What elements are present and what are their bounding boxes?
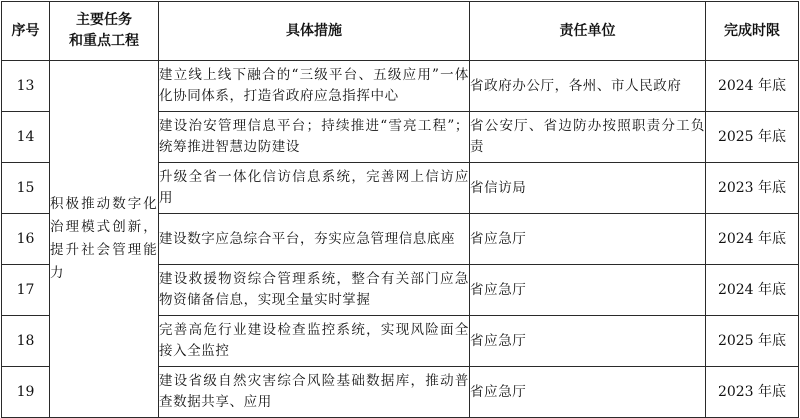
task-table [1,1,799,418]
row-deadline: 2024 年底 [706,265,799,316]
row-measure: 升级全省一体化信访信息系统，完善网上信访应用 [159,163,470,214]
row-measure: 完善高危行业建设检查监控系统，实现风险面全接入全监控 [159,316,470,367]
row-unit: 省应急厅 [470,316,706,367]
table-header [2,2,799,61]
row-measure: 建设省级自然灾害综合风险基础数据库，推动普查数据共享、应用 [159,367,470,418]
row-deadline: 2025 年底 [706,112,799,163]
row-deadline: 2023 年底 [706,367,799,418]
row-measure: 建设数字应急综合平台，夯实应急管理信息底座 [159,214,470,265]
header-seq: 序号 [2,2,50,61]
header-measures: 具体措施 [159,2,470,61]
row-seq: 19 [2,367,50,418]
row-unit: 省信访局 [470,163,706,214]
row-unit: 省政府办公厅，各州、市人民政府 [470,61,706,112]
row-seq: 17 [2,265,50,316]
row-deadline: 2024 年底 [706,214,799,265]
row-seq: 15 [2,163,50,214]
table-row [2,61,799,112]
row-unit: 省应急厅 [470,367,706,418]
row-seq: 14 [2,112,50,163]
task-merged-cell: 积极推动数字化治理模式创新，提升社会管理能力 [50,61,159,418]
row-seq: 18 [2,316,50,367]
header-row [2,2,799,61]
header-deadline: 完成时限 [706,2,799,61]
row-deadline: 2025 年底 [706,316,799,367]
row-deadline: 2024 年底 [706,61,799,112]
row-deadline: 2023 年底 [706,163,799,214]
header-unit: 责任单位 [470,2,706,61]
row-measure: 建设救援物资综合管理系统，整合有关部门应急物资储备信息，实现全量实时掌握 [159,265,470,316]
row-measure: 建立线上线下融合的“三级平台、五级应用”一体化协同体系，打造省政府应急指挥中心 [159,61,470,112]
row-unit: 省应急厅 [470,214,706,265]
header-task [50,2,159,61]
header-task-line2: 和重点工程 [69,33,139,49]
row-seq: 16 [2,214,50,265]
row-unit: 省公安厅、省边防办按照职责分工负责 [470,112,706,163]
header-task-line1: 主要任务 [76,12,132,28]
table-body [2,61,799,418]
row-unit: 省应急厅 [470,265,706,316]
row-seq: 13 [2,61,50,112]
row-measure: 建设治安管理信息平台；持续推进“雪亮工程”；统筹推进智慧边防建设 [159,112,470,163]
